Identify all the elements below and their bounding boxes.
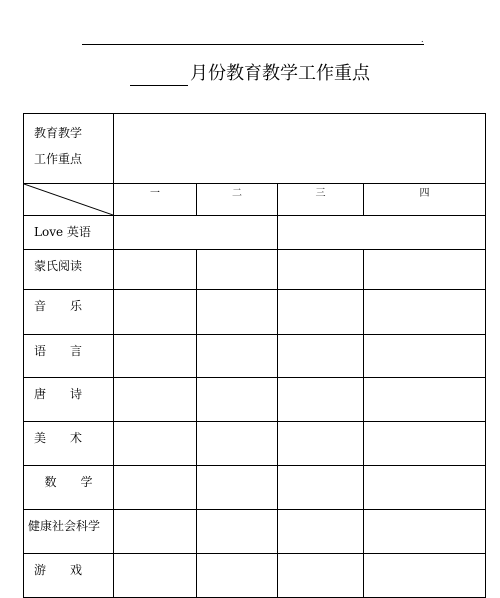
subject-label: 数 学	[24, 466, 114, 510]
table-cell[interactable]	[114, 554, 197, 598]
week-header-row	[24, 184, 486, 216]
title-text: 月份教育教学工作重点	[190, 63, 370, 84]
table-row	[24, 554, 486, 598]
table-cell[interactable]	[364, 510, 486, 554]
table-row	[24, 510, 486, 554]
table-row	[24, 422, 486, 466]
page-title	[0, 62, 500, 86]
table-cell[interactable]	[278, 510, 364, 554]
week-header-3: 三	[278, 184, 364, 216]
table-cell[interactable]	[197, 466, 278, 510]
top-mark: .	[421, 35, 424, 44]
table-cell[interactable]	[364, 335, 486, 378]
work-plan-table	[23, 113, 486, 598]
subject-label: 蒙氏阅读	[24, 250, 114, 290]
table-cell[interactable]	[278, 290, 364, 335]
goal-label-line1: 教育教学	[34, 126, 83, 140]
table-row	[24, 378, 486, 422]
table-cell[interactable]	[114, 335, 197, 378]
table-cell[interactable]	[278, 554, 364, 598]
diagonal-line	[24, 184, 113, 215]
table-cell[interactable]	[114, 378, 197, 422]
table-cell[interactable]	[278, 250, 364, 290]
table-cell[interactable]	[114, 250, 197, 290]
diagonal-header-cell	[24, 184, 114, 216]
table-cell[interactable]	[278, 466, 364, 510]
table-row	[24, 250, 486, 290]
table-cell[interactable]	[197, 422, 278, 466]
table-cell[interactable]	[364, 466, 486, 510]
subject-label: 美 术	[24, 422, 114, 466]
table-cell[interactable]	[278, 335, 364, 378]
subject-label: 唐 诗	[24, 378, 114, 422]
table-cell[interactable]	[114, 466, 197, 510]
week-header-4: 四	[364, 184, 486, 216]
table-cell[interactable]	[364, 250, 486, 290]
table-cell[interactable]	[114, 422, 197, 466]
table-cell[interactable]	[364, 554, 486, 598]
cell-love-english-wk1-2[interactable]	[114, 216, 278, 250]
table-cell[interactable]	[197, 378, 278, 422]
table-cell[interactable]	[364, 290, 486, 335]
subject-label: 游 戏	[24, 554, 114, 598]
table-row	[24, 335, 486, 378]
goal-content-cell[interactable]	[114, 114, 486, 184]
table-cell[interactable]	[197, 335, 278, 378]
table-cell[interactable]	[364, 378, 486, 422]
table-cell[interactable]	[197, 554, 278, 598]
table-cell[interactable]	[278, 422, 364, 466]
subject-label: 音 乐	[24, 290, 114, 335]
table-cell[interactable]	[114, 510, 197, 554]
subject-label: Love 英语	[24, 216, 114, 250]
table-cell[interactable]	[278, 378, 364, 422]
cell-love-english-wk3-4[interactable]	[278, 216, 486, 250]
table-cell[interactable]	[114, 290, 197, 335]
goal-row	[24, 114, 486, 184]
month-blank[interactable]	[130, 65, 188, 86]
top-rule	[82, 44, 424, 45]
week-header-1: 一	[114, 184, 197, 216]
table-cell[interactable]	[197, 510, 278, 554]
table-row	[24, 290, 486, 335]
week-header-2: 二	[197, 184, 278, 216]
table-cell[interactable]	[197, 250, 278, 290]
subject-label: 语 言	[24, 335, 114, 378]
goal-label-line2: 工作重点	[34, 152, 83, 166]
table-cell[interactable]	[364, 422, 486, 466]
goal-label-cell	[24, 114, 114, 184]
table-row-love-english	[24, 216, 486, 250]
table-cell[interactable]	[197, 290, 278, 335]
subject-label: 健康社会科学	[24, 510, 114, 554]
table-row	[24, 466, 486, 510]
